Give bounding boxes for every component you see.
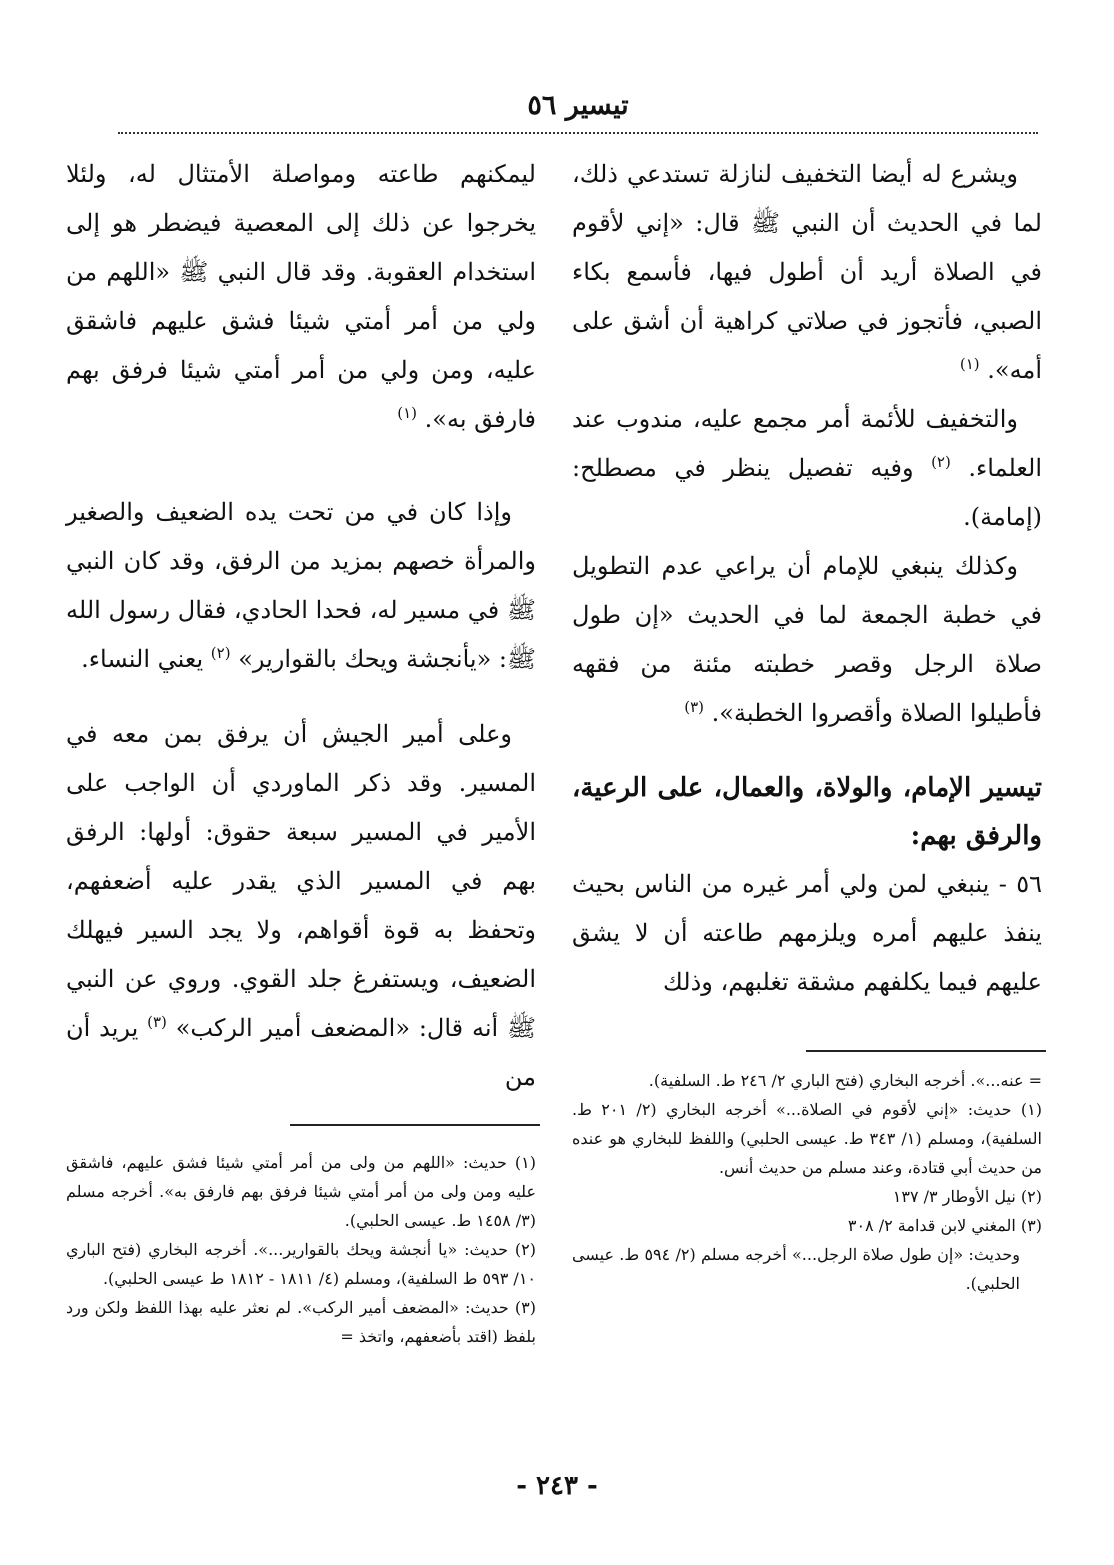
paragraph-text: وإذا كان في من تحت يده الضعيف والصغير والمرأة خصهم بمزيد من الرفق، وقد كان النبي ﷺ في مسير له، فحدا الحادي، فقال رسول الله ﷺ: «يأنجشة ويحك بالقوارير» — [66, 498, 536, 673]
section-heading: تيسير الإمام، والولاة، والعمال، على الرعية، والرفق بهم: — [572, 773, 1042, 851]
paragraph-text: وكذلك ينبغي للإمام أن يراعي عدم التطويل في خطبة الجمعة لما في الحديث «إن طول صلاة الرجل وقصر خطبته مئنة من فقهه فأطيلوا الصلاة وأقصروا الخطبة». — [572, 552, 1042, 727]
footnote-ref[interactable]: (٣) — [684, 698, 705, 716]
paragraph-text: ويشرع له أيضا التخفيف لنازلة تستدعي ذلك، لما في الحديث أن النبي ﷺ قال: «إني لأقوم في الصلاة أريد أن أطول فيها، فأسمع بكاء الصبي، فأتجوز في صلاتي كراهية أن أشق على أمه». — [572, 160, 1042, 384]
footnote-ref[interactable]: (٣) — [147, 1013, 167, 1031]
footnote: (٢) نيل الأوطار ٣/ ١٣٧ — [892, 1187, 1042, 1206]
paragraph-text: والتخفيف للأئمة أمر مجمع عليه، مندوب عند العلماء. — [572, 405, 1042, 482]
paragraph — [66, 710, 536, 1102]
paragraph-text: يعني النساء. — [81, 645, 204, 673]
spacer — [572, 738, 1042, 764]
paragraph — [66, 150, 536, 444]
footnotes-left — [66, 1148, 536, 1351]
paragraph — [572, 150, 1042, 395]
left-column — [66, 150, 536, 1102]
footnotes-right — [572, 1066, 1042, 1298]
numbered-paragraph — [572, 860, 1042, 1007]
footnote: (٣) المغني لابن قدامة ٢/ ٣٠٨ — [847, 1216, 1042, 1235]
right-column — [572, 150, 1042, 1007]
item-number: ٥٦ - — [998, 870, 1043, 898]
paragraph — [572, 542, 1042, 738]
footnote: (٣) حديث: «المضعف أمير الركب». لم نعثر عليه بهذا اللفظ ولكن ورد بلفظ (اقتد بأضعفهم، واتخذ = — [66, 1298, 537, 1346]
footnote-ref[interactable]: (١) — [959, 355, 980, 373]
footnote: (١) حديث: «اللهم من ولى من أمر أمتي شيئا فشق عليهم، فاشقق عليه ومن ولى من أمر أمتي شيئا فرفق بهم فارفق به». أخرجه مسلم (٣/ ١٤٥٨ ط. عيسى الحلبي). — [66, 1153, 536, 1230]
footnote: (٢) حديث: «يا أنجشة ويحك بالقوارير...». أخرجه البخاري (فتح الباري ١٠/ ٥٩٣ ط السلفية)، ومسلم (٤/ ١٨١١ - ١٨١٢ ط عيسى الحلبي). — [66, 1240, 536, 1288]
paragraph-text: وعلى أمير الجيش أن يرفق بمن معه في المسير. وقد ذكر الماوردي أن الواجب على الأمير في المسير سبعة حقوق: أولها: الرفق بهم في المسير الذي يقدر عليه أضعفهم، وتحفظ به قوة أقواهم، ولا يجد السير فيهلك الضعيف، ويستفرغ جلد القوي. وروي عن النبي ﷺ أنه قال: «المضعف أمير الركب» — [66, 720, 536, 1042]
page-number: - ٢٤٣ - — [516, 1471, 598, 1501]
spacer — [66, 684, 536, 710]
paragraph-text: يريد أن من — [66, 1014, 536, 1091]
paragraph — [572, 395, 1042, 542]
paragraph-text: ينبغي لمن ولي أمر غيره من الناس بحيث ينفذ عليهم أمره ويلزمهم طاعته أن لا يشق عليهم فيما يكلفهم مشقة تغلبهم، وذلك — [572, 870, 1042, 996]
paragraph-text: ليمكنهم طاعته ومواصلة الأمتثال له، ولئلا يخرجوا عن ذلك إلى المعصية فيضطر هو إلى استخدام العقوبة. وقد قال النبي ﷺ «اللهم من ولي من أمر أمتي شيئا فشق عليهم فاشقق عليه، ومن ولي من أمر أمتي شيئا فرفق بهم فارفق به». — [66, 160, 536, 433]
running-title: تيسير ٥٦ — [527, 90, 629, 121]
footnote-divider — [290, 1124, 540, 1126]
spacer — [66, 444, 536, 488]
page-header — [118, 88, 1038, 132]
footnote: = عنه...». أخرجه البخاري (فتح الباري ٢/ ٢٤٦ ط. السلفية). — [648, 1071, 1042, 1090]
footnote-ref[interactable]: (٢) — [931, 453, 951, 471]
paragraph-text: وفيه تفصيل ينظر في مصطلح: (إمامة). — [572, 454, 1042, 531]
footnote-divider — [806, 1050, 1046, 1052]
footnote-ref[interactable]: (٢) — [210, 644, 231, 662]
paragraph — [66, 488, 536, 684]
footnote: وحديث: «إن طول صلاة الرجل...» أخرجه مسلم (٢/ ٥٩٤ ط. عيسى الحلبي). — [572, 1245, 1020, 1293]
header-divider — [118, 132, 1038, 134]
footnote: (١) حديث: «إني لأقوم في الصلاة...» أخرجه البخاري (٢/ ٢٠١ ط. السلفية)، ومسلم (١/ ٣٤٣ ط. عيسى الحلبي) واللفظ للبخاري هو عنده من حديث أبي قتادة، وعند مسلم من حديث أنس. — [572, 1100, 1043, 1177]
footnote-ref[interactable]: (١) — [397, 404, 417, 422]
